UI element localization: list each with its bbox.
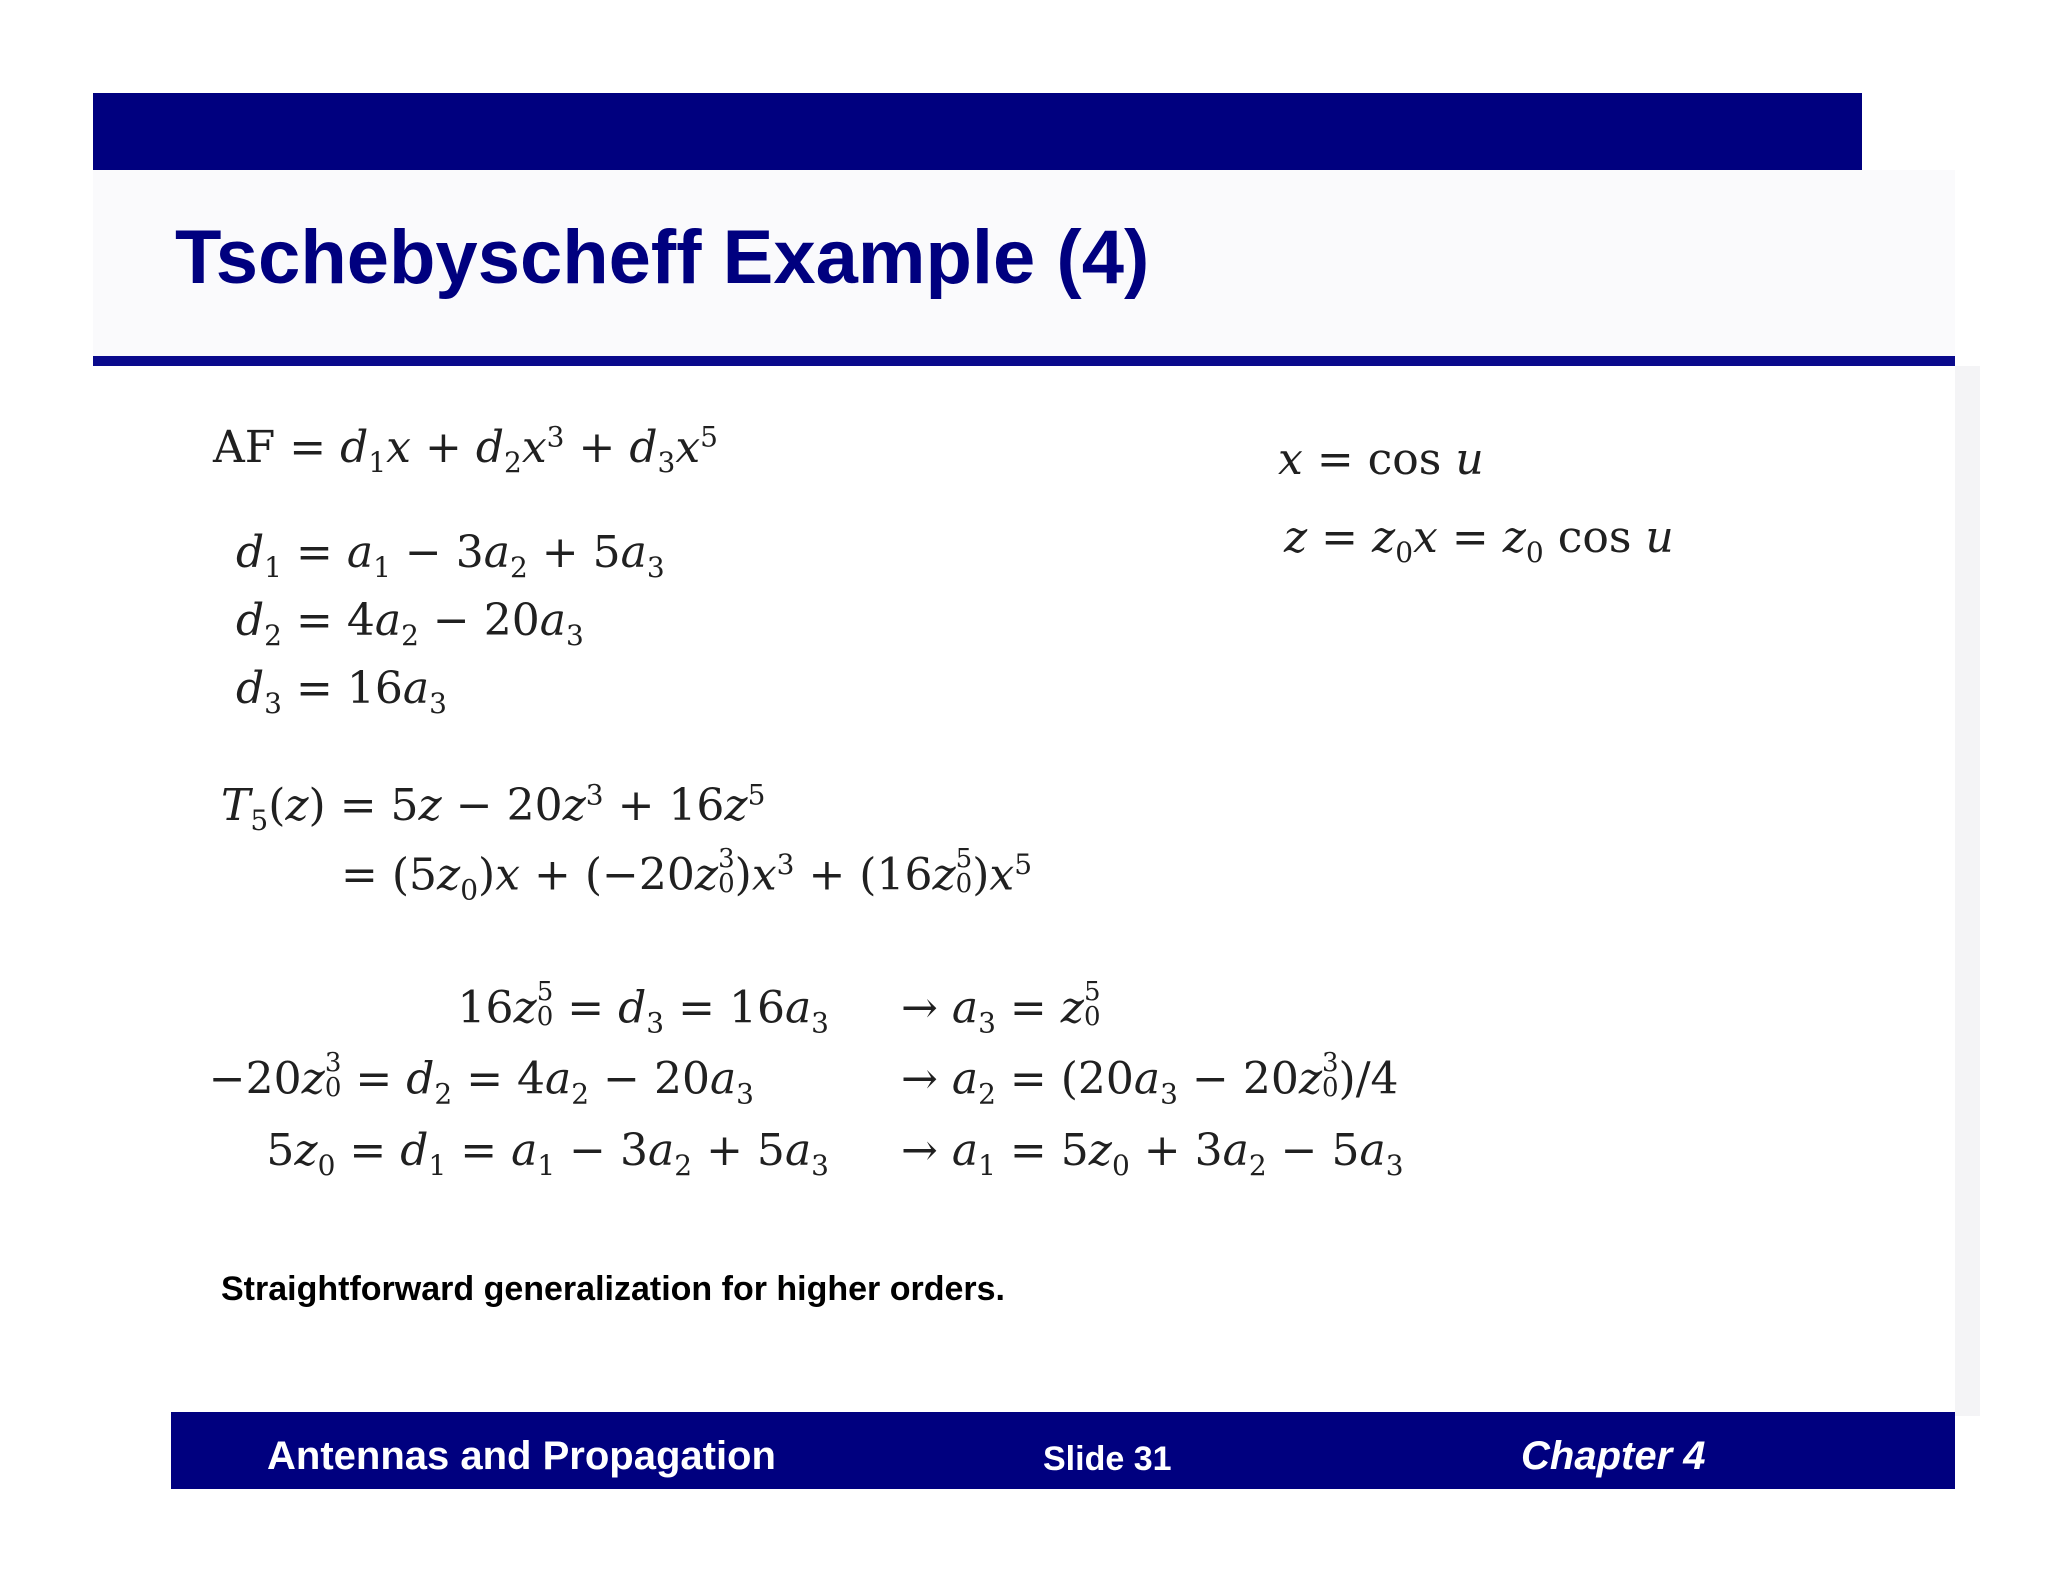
- equation-af: AF = $d_1x + d_2x^3 + d_3x^5$: [213, 420, 718, 479]
- equation-t5-line2: = $(5z_0)x + (-20z$ 3 0 )$x^3 + (16z$ 5 0 )$x^5$: [341, 844, 1033, 907]
- footer-slide-number: Slide 31: [1043, 1440, 1172, 1478]
- equation-d2: $d_2 = 4a_2 - 20a_3$: [236, 595, 584, 652]
- slide-edge-shadow: [1955, 366, 1980, 1416]
- slide-title: Tschebyscheff Example (4): [175, 215, 1150, 300]
- equation-d3: $d_3 = 16a_3$: [236, 663, 447, 720]
- footer-chapter: Chapter 4: [1521, 1434, 1706, 1478]
- equation-d1: $d_1 = a_1 - 3a_2 + 5a_3$: [236, 527, 665, 584]
- title-divider: [93, 356, 1955, 366]
- equation-match-rhs-1: → $a_3 = z$ 5 0: [901, 977, 1101, 1040]
- equation-x-def: x = cos u: [1278, 434, 1484, 485]
- equation-z-def: $z = z_0x = z_0$ cos u: [1284, 512, 1674, 569]
- equation-match-rhs-2: → $a_2 = (20a_3 - 20z$ 3 0 )/4: [901, 1048, 1399, 1111]
- header-bar: [93, 93, 1862, 170]
- slide-caption: Straightforward generalization for higher orders.: [221, 1270, 1005, 1308]
- equation-t5-line1: $T_5(z) = 5z - 20z^3 + 16z^5$: [221, 778, 766, 837]
- footer-course: Antennas and Propagation: [267, 1434, 776, 1478]
- equation-match-lhs-1: 16z 5 0 = $d_3 = 16a_3$: [457, 977, 829, 1040]
- equation-match-rhs-3: → $a_1 = 5z_0 + 3a_2 - 5a_3$: [901, 1125, 1404, 1182]
- equation-match-lhs-2: −20z 3 0 = $d_2 = 4a_2 - 20a_3$: [208, 1048, 754, 1111]
- equation-match-lhs-3: $5z_0 = d_1 = a_1 - 3a_2 + 5a_3$: [266, 1125, 829, 1182]
